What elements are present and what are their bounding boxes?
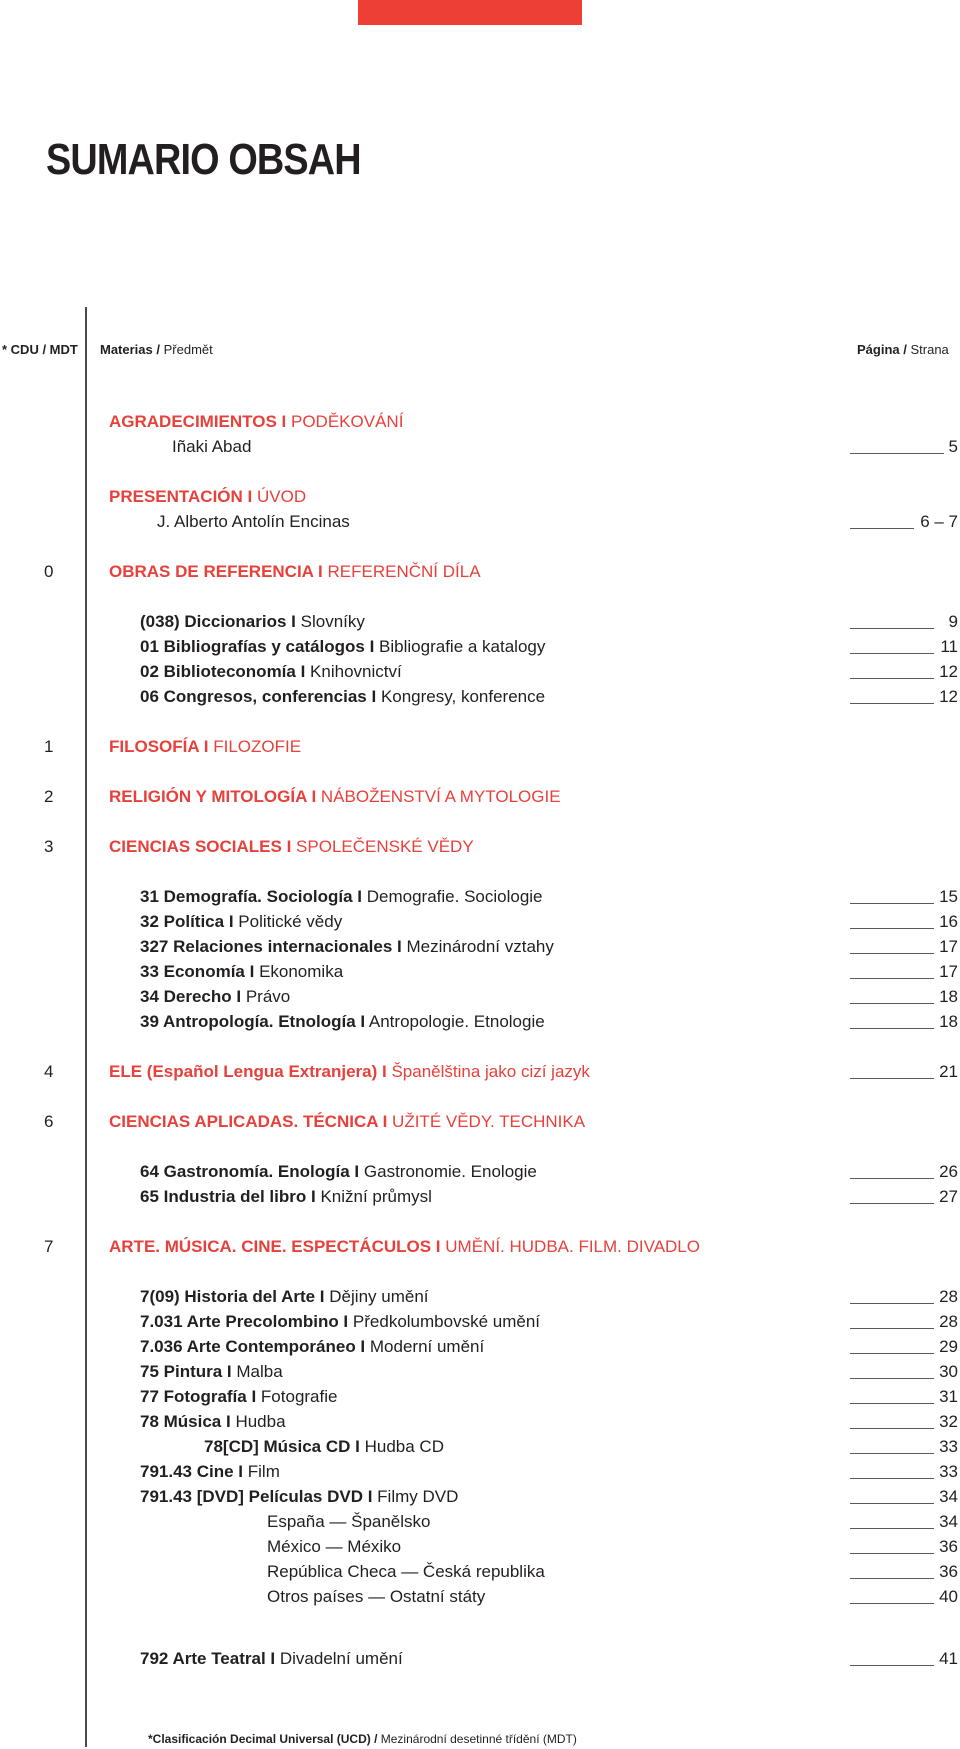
title-czech: J. Alberto Antolín Encinas bbox=[157, 512, 350, 531]
page-number: 29 bbox=[939, 1337, 958, 1356]
title-spanish: 64 Gastronomía. Enología I bbox=[140, 1162, 360, 1181]
toc-entry-row bbox=[0, 434, 960, 459]
toc-entry-row bbox=[0, 1409, 960, 1434]
page-number: 36 bbox=[939, 1537, 958, 1556]
title-spanish: 791.43 [DVD] Películas DVD I bbox=[140, 1487, 373, 1506]
title-czech: Knihovnictví bbox=[310, 662, 402, 681]
entry-title bbox=[140, 959, 343, 984]
toc-entry-row bbox=[0, 1646, 960, 1671]
title-czech: Filmy DVD bbox=[377, 1487, 459, 1506]
title-spanish: FILOSOFÍA I bbox=[109, 737, 209, 756]
toc-entry-row bbox=[0, 634, 960, 659]
entry-title bbox=[140, 1184, 432, 1209]
page-number: 28 bbox=[939, 1312, 958, 1331]
toc-entry-row bbox=[0, 959, 960, 984]
title-spanish: 78[CD] Música CD I bbox=[204, 1437, 360, 1456]
page-number: 30 bbox=[939, 1362, 958, 1381]
column-header-subject-light: Předmět bbox=[163, 342, 213, 357]
toc-entry-row bbox=[0, 884, 960, 909]
title-czech: México — Méxiko bbox=[267, 1537, 402, 1556]
title-czech: Otros países — Ostatní státy bbox=[267, 1587, 486, 1606]
entry-title bbox=[140, 609, 365, 634]
cdu-number: 1 bbox=[44, 737, 54, 756]
column-header-page-bold: Página / bbox=[857, 342, 907, 357]
page-number: 6 – 7 bbox=[920, 512, 958, 531]
title-spanish: 78 Música I bbox=[140, 1412, 231, 1431]
footnote-light: Mezinárodní desetinné třídění (MDT) bbox=[380, 1732, 577, 1746]
page-title-bold: SUMARIO bbox=[46, 135, 219, 184]
page-number: 33 bbox=[939, 1462, 958, 1481]
title-czech: Knižní průmysl bbox=[320, 1187, 432, 1206]
page-number: 5 bbox=[948, 437, 958, 456]
entry-title bbox=[140, 1646, 403, 1671]
title-czech: Iñaki Abad bbox=[172, 437, 252, 456]
section-heading-row bbox=[0, 1234, 960, 1259]
title-czech: FILOZOFIE bbox=[213, 737, 302, 756]
section-heading-row bbox=[0, 784, 960, 809]
entry-title bbox=[267, 1509, 431, 1534]
entry-title bbox=[140, 1484, 458, 1509]
section-heading-row bbox=[0, 734, 960, 759]
title-spanish: 791.43 Cine I bbox=[140, 1462, 244, 1481]
cdu-number: 4 bbox=[44, 1062, 54, 1081]
column-header-cdu-label: * CDU / MDT bbox=[2, 342, 78, 357]
page-number: 33 bbox=[939, 1437, 958, 1456]
title-spanish: OBRAS DE REFERENCIA I bbox=[109, 562, 323, 581]
entry-title bbox=[140, 1009, 545, 1034]
title-czech: España — Španělsko bbox=[267, 1512, 431, 1531]
page-number: 34 bbox=[939, 1487, 958, 1506]
section-title bbox=[109, 784, 561, 809]
page-number: 32 bbox=[939, 1412, 958, 1431]
toc-entry-row bbox=[0, 1384, 960, 1409]
title-czech: República Checa — Česká republika bbox=[267, 1562, 545, 1581]
title-czech: Gastronomie. Enologie bbox=[363, 1162, 537, 1181]
section-title bbox=[109, 834, 474, 859]
title-spanish: 7.031 Arte Precolombino I bbox=[140, 1312, 349, 1331]
title-spanish: 39 Antropología. Etnología I bbox=[140, 1012, 366, 1031]
entry-title bbox=[140, 1359, 283, 1384]
toc-entry-row bbox=[0, 1509, 960, 1534]
entry-title bbox=[172, 434, 251, 459]
section-title bbox=[109, 1109, 585, 1134]
cdu-number: 3 bbox=[44, 837, 54, 856]
title-spanish: 7.036 Arte Contemporáneo I bbox=[140, 1337, 366, 1356]
toc-entry-row bbox=[0, 1284, 960, 1309]
toc-entry-row bbox=[0, 1584, 960, 1609]
title-spanish: 34 Derecho I bbox=[140, 987, 242, 1006]
title-czech: Španělština jako cizí jazyk bbox=[391, 1062, 590, 1081]
toc-entry-row bbox=[0, 1434, 960, 1459]
entry-title bbox=[267, 1534, 401, 1559]
title-czech: NÁBOŽENSTVÍ A MYTOLOGIE bbox=[320, 787, 561, 806]
title-spanish: 792 Arte Teatral I bbox=[140, 1649, 276, 1668]
entry-title bbox=[140, 1334, 484, 1359]
title-czech: Kongresy, konference bbox=[380, 687, 546, 706]
title-czech: Bibliografie a katalogy bbox=[379, 637, 546, 656]
page-title-light: OBSAH bbox=[228, 135, 361, 184]
title-spanish: 327 Relaciones internacionales I bbox=[140, 937, 402, 956]
section-heading-row bbox=[0, 1109, 960, 1134]
section-heading-row bbox=[0, 559, 960, 584]
column-header-cdu bbox=[2, 342, 78, 358]
title-spanish: 65 Industria del libro I bbox=[140, 1187, 316, 1206]
page-number: 21 bbox=[939, 1062, 958, 1081]
title-spanish: 01 Bibliografías y catálogos I bbox=[140, 637, 375, 656]
entry-title bbox=[140, 984, 290, 1009]
title-czech: Moderní umění bbox=[369, 1337, 485, 1356]
entry-title bbox=[267, 1584, 485, 1609]
entry-title bbox=[140, 659, 402, 684]
title-spanish: 06 Congresos, conferencias I bbox=[140, 687, 377, 706]
title-spanish: 77 Fotografía I bbox=[140, 1387, 257, 1406]
title-czech: Demografie. Sociologie bbox=[366, 887, 543, 906]
top-accent-bar bbox=[358, 0, 582, 25]
title-czech: Malba bbox=[236, 1362, 283, 1381]
title-czech: Předkolumbovské umění bbox=[352, 1312, 540, 1331]
cdu-number: 2 bbox=[44, 787, 54, 806]
page-number: 36 bbox=[939, 1562, 958, 1581]
toc-entry-row bbox=[0, 659, 960, 684]
page-number: 31 bbox=[939, 1387, 958, 1406]
entry-title bbox=[140, 1159, 537, 1184]
toc-entry-row bbox=[0, 609, 960, 634]
page-number: 41 bbox=[939, 1649, 958, 1668]
title-spanish: (038) Diccionarios I bbox=[140, 612, 296, 631]
title-czech: Mezinárodní vztahy bbox=[406, 937, 554, 956]
toc-entry-row bbox=[0, 509, 960, 534]
title-czech: Ekonomika bbox=[259, 962, 344, 981]
entry-title bbox=[204, 1434, 444, 1459]
toc-entry-row bbox=[0, 1009, 960, 1034]
title-spanish: 33 Economía I bbox=[140, 962, 255, 981]
title-spanish: 32 Política I bbox=[140, 912, 234, 931]
title-czech: REFERENČNÍ DÍLA bbox=[327, 562, 481, 581]
toc-entry-row bbox=[0, 934, 960, 959]
entry-title bbox=[140, 934, 554, 959]
title-czech: Hudba bbox=[235, 1412, 286, 1431]
toc-entry-row bbox=[0, 684, 960, 709]
entry-title bbox=[140, 1459, 280, 1484]
title-spanish: PRESENTACIÓN I bbox=[109, 487, 253, 506]
section-title bbox=[109, 1059, 590, 1084]
cdu-number: 0 bbox=[44, 562, 54, 581]
title-czech: Divadelní umění bbox=[279, 1649, 403, 1668]
entry-title bbox=[140, 1409, 286, 1434]
page-number: 17 bbox=[939, 937, 958, 956]
entry-title bbox=[140, 1284, 429, 1309]
column-header-subject bbox=[100, 342, 213, 358]
page-number: 34 bbox=[939, 1512, 958, 1531]
title-czech: Právo bbox=[245, 987, 291, 1006]
section-heading-row bbox=[0, 834, 960, 859]
entry-title bbox=[140, 884, 543, 909]
title-spanish: 31 Demografía. Sociología I bbox=[140, 887, 363, 906]
page-title bbox=[46, 128, 361, 192]
page-number: 26 bbox=[939, 1162, 958, 1181]
title-czech: Hudba CD bbox=[364, 1437, 444, 1456]
page-number: 11 bbox=[940, 637, 958, 656]
section-title bbox=[109, 409, 403, 434]
toc-entry-row bbox=[0, 1559, 960, 1584]
page-number: 15 bbox=[939, 887, 958, 906]
entry-title bbox=[140, 634, 545, 659]
toc-entry-row bbox=[0, 1359, 960, 1384]
page-number: 27 bbox=[939, 1187, 958, 1206]
toc-entry-row bbox=[0, 984, 960, 1009]
page-number: 16 bbox=[939, 912, 958, 931]
title-czech: Fotografie bbox=[260, 1387, 338, 1406]
entry-title bbox=[140, 684, 545, 709]
title-spanish: CIENCIAS SOCIALES I bbox=[109, 837, 292, 856]
footnote bbox=[148, 1731, 577, 1747]
title-czech: Politické vědy bbox=[238, 912, 343, 931]
title-czech: ÚVOD bbox=[257, 487, 307, 506]
page-number: 12 bbox=[939, 662, 958, 681]
column-header-page-light: Strana bbox=[910, 342, 949, 357]
section-title bbox=[109, 734, 301, 759]
title-czech: UŽITÉ VĚDY. TECHNIKA bbox=[392, 1112, 586, 1131]
page-number: 12 bbox=[939, 687, 958, 706]
section-title bbox=[109, 484, 306, 509]
toc-entry-row bbox=[0, 1334, 960, 1359]
title-czech: Dějiny umění bbox=[329, 1287, 429, 1306]
entry-title bbox=[140, 1309, 540, 1334]
title-spanish: CIENCIAS APLICADAS. TÉCNICA I bbox=[109, 1112, 388, 1131]
title-spanish: ELE (Español Lengua Extranjera) I bbox=[109, 1062, 387, 1081]
title-spanish: AGRADECIMIENTOS I bbox=[109, 412, 287, 431]
cdu-number: 6 bbox=[44, 1112, 54, 1131]
entry-title bbox=[267, 1559, 545, 1584]
entry-title bbox=[140, 909, 342, 934]
title-czech: UMĚNÍ. HUDBA. FILM. DIVADLO bbox=[445, 1237, 700, 1256]
title-czech: Antropologie. Etnologie bbox=[368, 1012, 545, 1031]
toc-entry-row bbox=[0, 1184, 960, 1209]
entry-title bbox=[140, 1384, 337, 1409]
section-title bbox=[109, 1234, 700, 1259]
toc-entry-row bbox=[0, 1309, 960, 1334]
section-heading-row bbox=[0, 1059, 960, 1084]
footnote-bold: *Clasificación Decimal Universal (UCD) / bbox=[148, 1732, 378, 1746]
title-spanish: 02 Biblioteconomía I bbox=[140, 662, 306, 681]
page-number: 18 bbox=[939, 987, 958, 1006]
entry-title bbox=[157, 509, 350, 534]
section-heading-row bbox=[0, 409, 960, 434]
column-header-subject-bold: Materias / bbox=[100, 342, 160, 357]
toc-entry-row bbox=[0, 1484, 960, 1509]
title-spanish: 75 Pintura I bbox=[140, 1362, 232, 1381]
title-spanish: RELIGIÓN Y MITOLOGÍA I bbox=[109, 787, 317, 806]
cdu-number: 7 bbox=[44, 1237, 54, 1256]
toc-entry-row bbox=[0, 1459, 960, 1484]
title-czech: Film bbox=[247, 1462, 280, 1481]
title-czech: PODĚKOVÁNÍ bbox=[291, 412, 404, 431]
page-number: 9 bbox=[948, 612, 958, 631]
title-spanish: 7(09) Historia del Arte I bbox=[140, 1287, 325, 1306]
toc-entry-row bbox=[0, 1534, 960, 1559]
page-number: 18 bbox=[939, 1012, 958, 1031]
column-header-page bbox=[857, 342, 949, 358]
section-heading-row bbox=[0, 484, 960, 509]
page-number: 28 bbox=[939, 1287, 958, 1306]
toc-entry-row bbox=[0, 909, 960, 934]
title-czech: SPOLEČENSKÉ VĚDY bbox=[296, 837, 474, 856]
page-number: 17 bbox=[939, 962, 958, 981]
toc-entry-row bbox=[0, 1159, 960, 1184]
page-number: 40 bbox=[939, 1587, 958, 1606]
section-title bbox=[109, 559, 481, 584]
title-czech: Slovníky bbox=[300, 612, 365, 631]
title-spanish: ARTE. MÚSICA. CINE. ESPECTÁCULOS I bbox=[109, 1237, 441, 1256]
